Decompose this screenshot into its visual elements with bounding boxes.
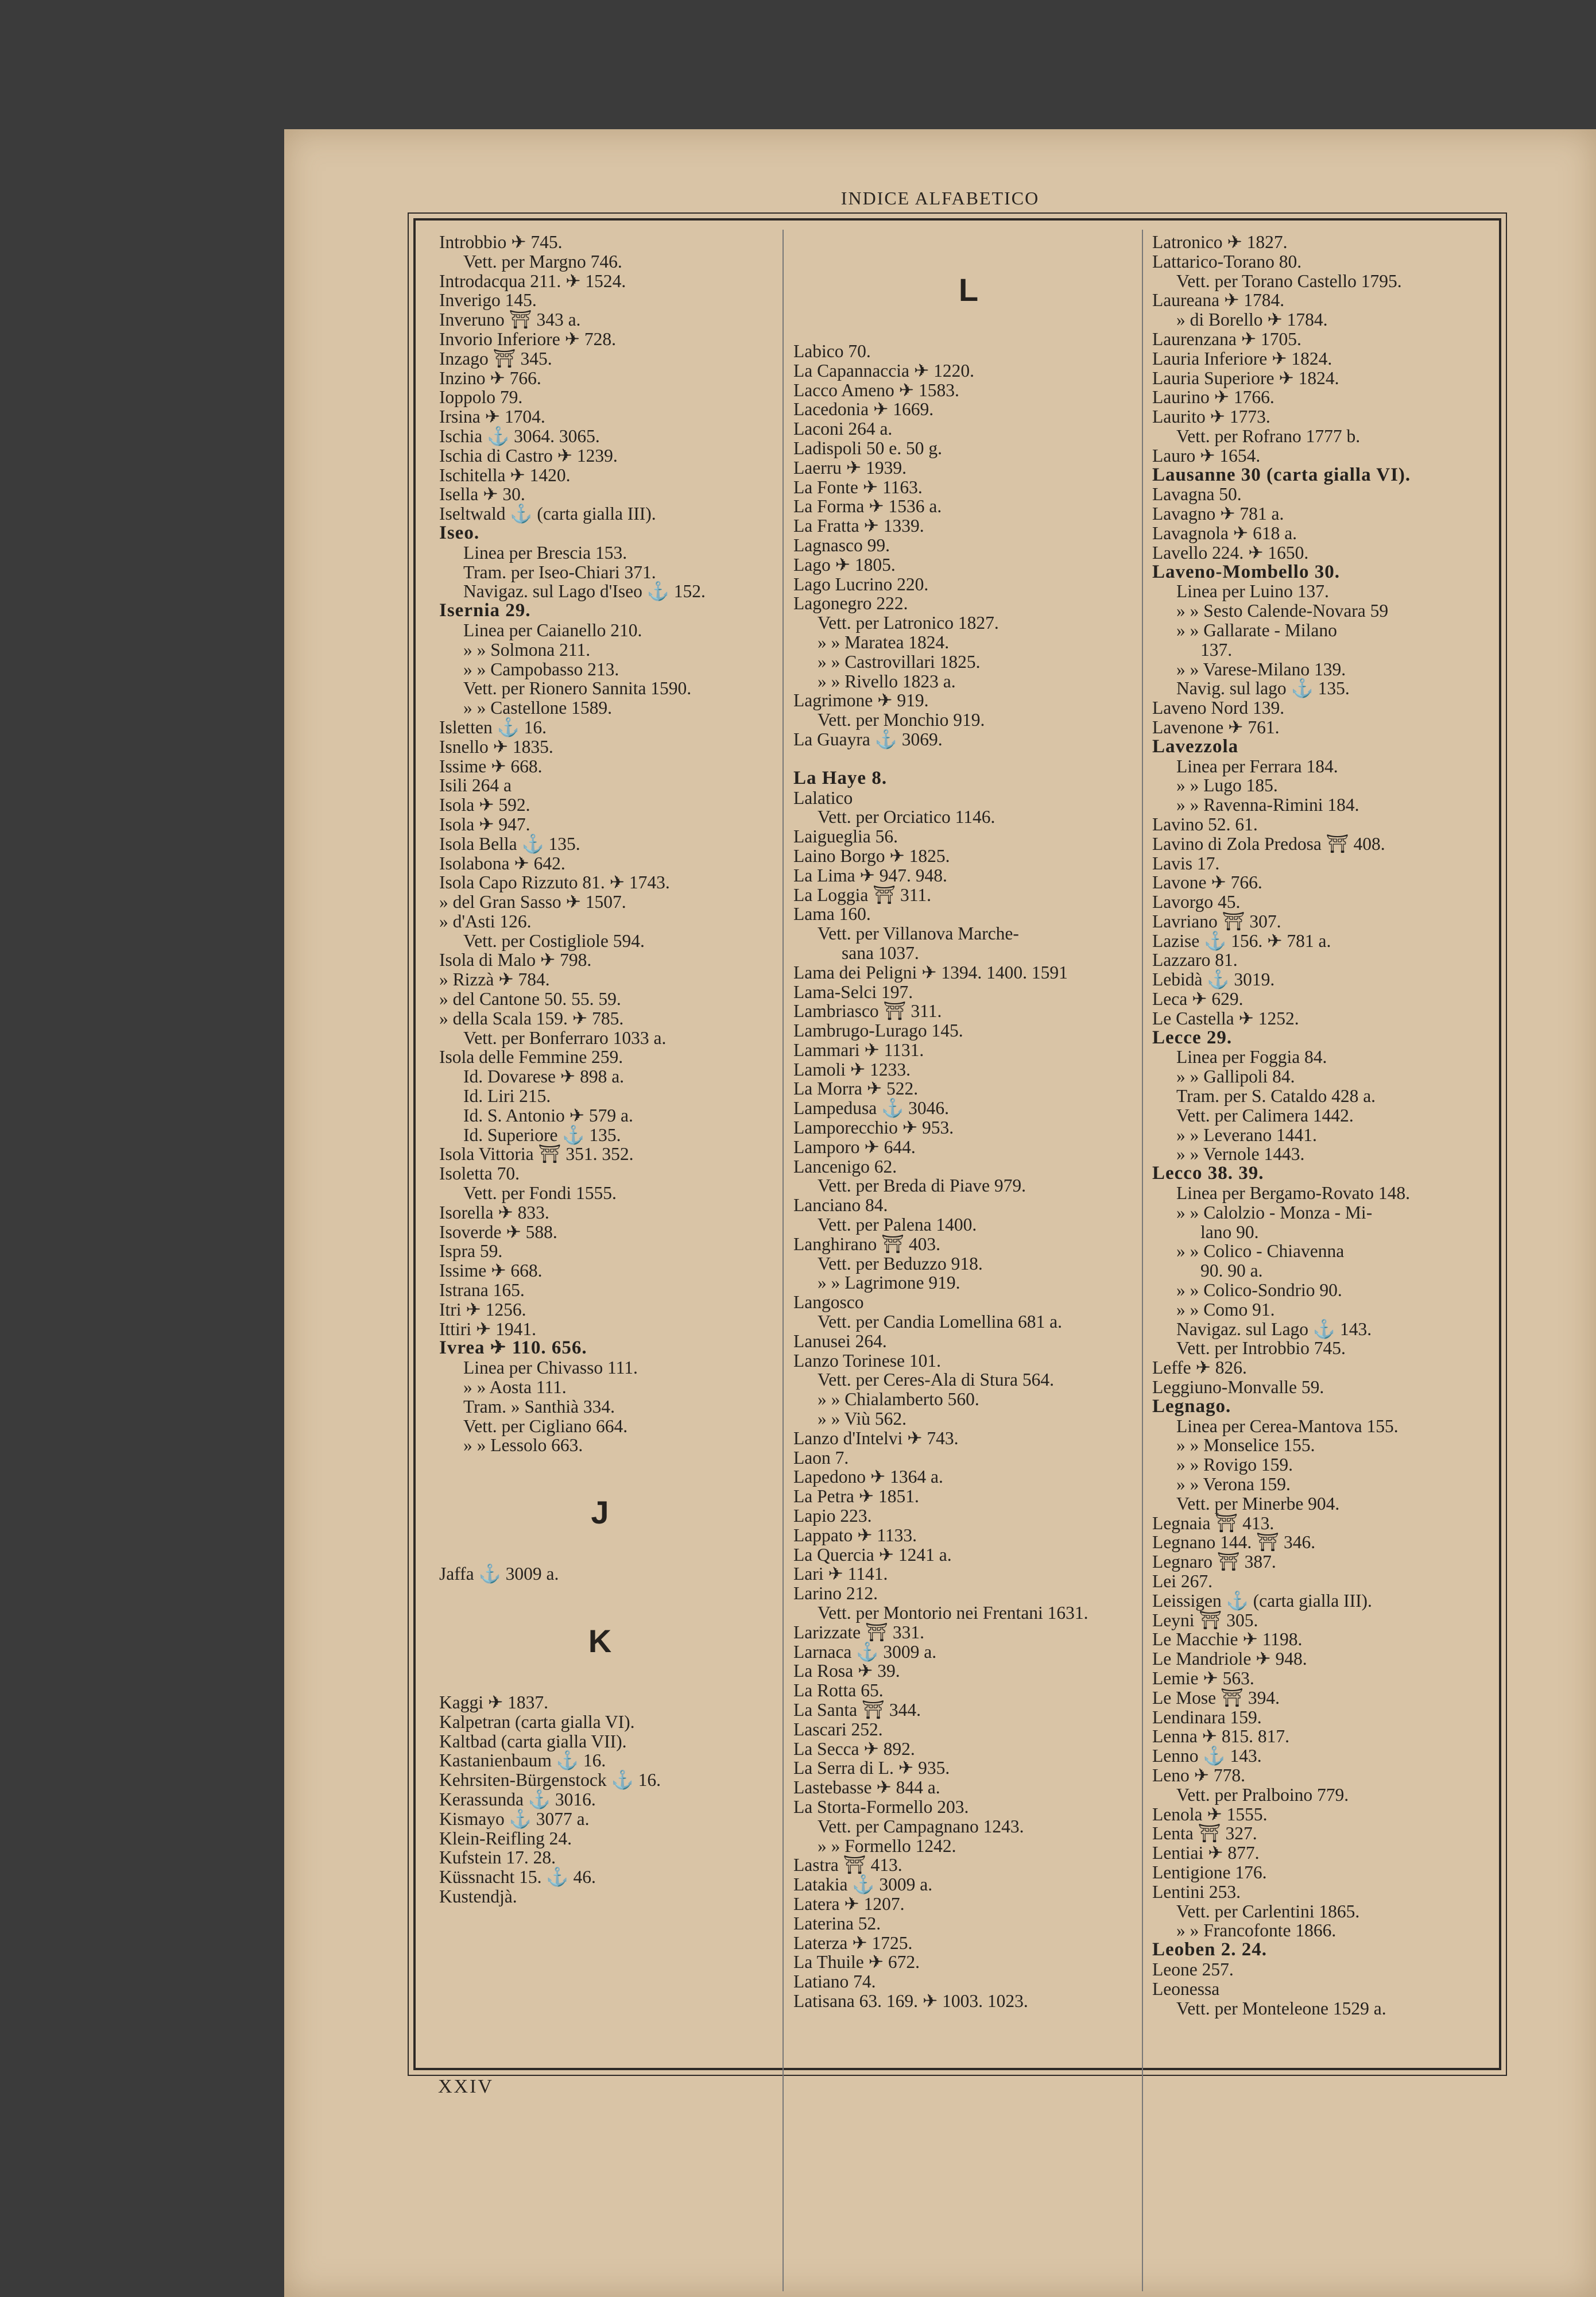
index-entry: Lagnasco 99. <box>793 535 890 555</box>
index-entry: » » Verona 159. <box>1176 1474 1291 1494</box>
index-entry: Lagonegro 222. <box>793 593 908 614</box>
index-entry: La Guayra ⚓ 3069. <box>793 729 943 749</box>
index-entry: Ischitella ✈ 1420. <box>439 465 571 485</box>
index-entry: Iseo. <box>439 522 480 543</box>
index-entry: Laerru ✈ 1939. <box>793 457 907 478</box>
index-entry: Introbbio ✈ 745. <box>439 233 563 252</box>
index-entry: » » Monselice 155. <box>1176 1435 1315 1456</box>
index-entry: Laurenzana ✈ 1705. <box>1152 328 1301 349</box>
index-entry: Leone 257. <box>1152 1959 1234 1979</box>
index-entry: Lecce 29. <box>1152 1027 1233 1048</box>
index-entry: Id. S. Antonio ✈ 579 a. <box>463 1105 633 1126</box>
index-entry: Lamporecchio ✈ 953. <box>793 1117 954 1138</box>
index-entry: » » Colico-Sondrio 90. <box>1176 1280 1342 1301</box>
index-entry: Linea per Caianello 210. <box>463 620 642 640</box>
index-entry: Laurito ✈ 1773. <box>1152 407 1270 427</box>
index-entry: Leffe ✈ 826. <box>1152 1358 1247 1378</box>
section-letter: L <box>958 272 979 308</box>
index-entry: » » Lugo 185. <box>1176 775 1278 796</box>
index-entry: 90. 90 a. <box>1200 1260 1263 1281</box>
index-entry: Vett. per Calimera 1442. <box>1176 1105 1354 1126</box>
index-entry: Lamoli ✈ 1233. <box>793 1059 911 1080</box>
index-entry: Invorio Inferiore ✈ 728. <box>439 328 617 349</box>
index-entry: Lanzo Torinese 101. <box>793 1350 942 1371</box>
index-entry: La Lima ✈ 947. 948. <box>793 865 947 885</box>
index-entry: Inveruno ⛩ 343 a. <box>439 310 581 330</box>
index-entry: » » Leverano 1441. <box>1176 1124 1317 1145</box>
index-entry: La Thuile ✈ 672. <box>793 1952 920 1973</box>
index-entry: » » Aosta 111. <box>463 1377 567 1398</box>
index-entry: lano 90. <box>1200 1221 1259 1242</box>
index-entry: Lama-Selci 197. <box>793 981 913 1002</box>
index-entry: Linea per Brescia 153. <box>463 542 627 563</box>
index-entry: Lacco Ameno ✈ 1583. <box>793 380 959 400</box>
index-entry: Itri ✈ 1256. <box>439 1299 526 1320</box>
index-entry: Lago ✈ 1805. <box>793 554 896 575</box>
index-entry: Lenta ⛩ 327. <box>1152 1823 1257 1844</box>
index-entry: Larizzate ⛩ 331. <box>793 1622 925 1642</box>
index-entry: Vett. per Torano Castello 1795. <box>1176 270 1402 291</box>
index-entry: Lalatico <box>793 787 853 808</box>
index-entry: Ittiri ✈ 1941. <box>439 1318 537 1339</box>
index-entry: Lenno ⚓ 143. <box>1152 1746 1262 1766</box>
index-entry: Isola di Malo ✈ 798. <box>439 950 592 970</box>
index-entry: » » Ravenna-Rimini 184. <box>1176 795 1359 815</box>
index-entry: Ischia ⚓ 3064. 3065. <box>439 426 600 446</box>
index-entry: Legnaia ⛩ 413. <box>1152 1513 1275 1533</box>
index-entry: Lebidà ⚓ 3019. <box>1152 969 1275 990</box>
index-entry: Lanusei 264. <box>793 1331 887 1351</box>
index-entry: Lenola ✈ 1555. <box>1152 1804 1268 1824</box>
index-entry: » » Rivello 1823 a. <box>818 671 956 691</box>
index-entry: Lecco 38. 39. <box>1152 1163 1264 1184</box>
index-entry: Lappato ✈ 1133. <box>793 1525 917 1545</box>
index-entry: Langhirano ⛩ 403. <box>793 1233 941 1254</box>
index-entry: Linea per Chivasso 111. <box>463 1358 638 1378</box>
index-entry: Inverigo 145. <box>439 290 537 311</box>
index-entry: Laconi 264 a. <box>793 419 893 439</box>
index-entry: » » Lessolo 663. <box>463 1435 583 1456</box>
index-entry: » » Solmona 211. <box>463 639 591 660</box>
index-entry: Vett. per Carlentini 1865. <box>1176 1901 1360 1921</box>
index-entry: Kaltbad (carta gialla VII). <box>439 1731 627 1751</box>
index-entry: Lammari ✈ 1131. <box>793 1039 924 1060</box>
index-entry: Id. Dovarese ✈ 898 a. <box>463 1066 625 1087</box>
index-entry: » del Cantone 50. 55. 59. <box>439 989 621 1010</box>
index-entry: Kastanienbaum ⚓ 16. <box>439 1750 606 1771</box>
page-header: INDICE ALFABETICO <box>840 188 1040 208</box>
index-entry: Kehrsiten-Bürgenstock ⚓ 16. <box>439 1770 661 1791</box>
index-entry: Leca ✈ 629. <box>1152 989 1244 1010</box>
index-entry: » » Varese-Milano 139. <box>1176 659 1346 679</box>
index-entry: Le Mandriole ✈ 948. <box>1152 1649 1307 1669</box>
index-entry: » » Castellone 1589. <box>463 698 612 718</box>
index-entry: » » Vernole 1443. <box>1176 1144 1305 1165</box>
index-entry: » » Castrovillari 1825. <box>818 651 981 672</box>
index-entry: Isola Vittoria ⛩ 351. 352. <box>439 1144 634 1165</box>
index-entry: Leoben 2. 24. <box>1152 1939 1268 1960</box>
index-entry: Jaffa ⚓ 3009 a. <box>439 1564 559 1584</box>
index-entry: La Loggia ⛩ 311. <box>793 884 932 905</box>
index-entry: Lapedono ✈ 1364 a. <box>793 1467 943 1487</box>
index-entry: Latisana 63. 169. ✈ 1003. 1023. <box>793 1990 1028 2011</box>
index-entry: Vett. per Candia Lomellina 681 a. <box>818 1312 1063 1332</box>
index-entry: » della Scala 159. ✈ 785. <box>439 1008 624 1028</box>
index-entry: Lenna ✈ 815. 817. <box>1152 1726 1289 1747</box>
index-entry: Kustendjà. <box>439 1886 517 1907</box>
index-entry: Vett. per Beduzzo 918. <box>818 1253 983 1274</box>
index-entry: Lentiai ✈ 877. <box>1152 1843 1260 1863</box>
index-entry: Leissigen ⚓ (carta gialla III). <box>1152 1590 1372 1611</box>
index-entry: Lausanne 30 (carta gialla VI). <box>1152 464 1411 485</box>
index-entry: Laurino ✈ 1766. <box>1152 387 1275 408</box>
index-entry: Lavagno ✈ 781 a. <box>1152 504 1284 524</box>
index-entry: Kerassunda ⚓ 3016. <box>439 1789 596 1809</box>
index-entry: Id. Liri 215. <box>463 1086 551 1107</box>
index-entry: 137. <box>1200 639 1233 660</box>
index-entry: » » Colico - Chiavenna <box>1176 1241 1345 1262</box>
index-entry: Vett. per Minerbe 904. <box>1176 1493 1340 1514</box>
index-entry: Lattarico-Torano 80. <box>1152 251 1302 272</box>
index-entry: Lazzaro 81. <box>1152 950 1238 970</box>
index-entry: Leonessa <box>1152 1978 1220 1999</box>
index-entry: Vett. per Margno 746. <box>463 251 622 272</box>
index-entry: Vett. per Orciatico 1146. <box>818 807 995 827</box>
index-entry: Legnago. <box>1152 1395 1231 1417</box>
index-entry: Lanciano 84. <box>793 1195 888 1216</box>
index-entry: » » Campobasso 213. <box>463 659 619 679</box>
index-entry: La Capannaccia ✈ 1220. <box>793 360 975 381</box>
index-entry: » » Francofonte 1866. <box>1176 1920 1337 1941</box>
index-entry: Legnaro ⛩ 387. <box>1152 1552 1276 1572</box>
index-entry: Leno ✈ 778. <box>1152 1765 1245 1785</box>
index-entry: Tram. per Iseo-Chiari 371. <box>463 562 656 582</box>
index-entry: Ioppolo 79. <box>439 387 523 408</box>
index-entry: Laveno Nord 139. <box>1152 698 1285 718</box>
index-entry: Lama dei Peligni ✈ 1394. 1400. 1591 <box>793 962 1068 983</box>
column-divider <box>782 230 784 2291</box>
index-entry: Lago Lucrino 220. <box>793 574 929 594</box>
index-entry: Lauro ✈ 1654. <box>1152 445 1261 466</box>
index-entry: » » Sesto Calende-Novara 59 <box>1176 601 1389 621</box>
index-entry: » » Gallipoli 84. <box>1176 1066 1295 1087</box>
index-entry: Linea per Foggia 84. <box>1176 1047 1327 1068</box>
index-entry: Laterina 52. <box>793 1913 881 1933</box>
index-entry: Isola delle Femmine 259. <box>439 1047 623 1068</box>
index-entry: Lama 160. <box>793 904 871 925</box>
index-entry: Isola Bella ⚓ 135. <box>439 833 580 854</box>
index-entry: Id. Superiore ⚓ 135. <box>463 1124 621 1145</box>
index-entry: Lascari 252. <box>793 1719 883 1739</box>
index-entry: Lavriano ⛩ 307. <box>1152 911 1281 931</box>
index-entry: La Rosa ✈ 39. <box>793 1661 900 1681</box>
index-entry: » d'Asti 126. <box>439 911 532 931</box>
index-entry: » » Formello 1242. <box>818 1835 956 1856</box>
index-entry: Lavagnola ✈ 618 a. <box>1152 523 1297 543</box>
index-entry: Latakia ⚓ 3009 a. <box>793 1874 933 1895</box>
index-entry: Vett. per Villanova Marche- <box>818 923 1019 944</box>
index-entry: Vett. per Costigliole 594. <box>463 930 645 951</box>
index-entry: La Quercia ✈ 1241 a. <box>793 1544 952 1565</box>
section-letter: J <box>591 1494 609 1531</box>
index-entry: Vett. per Ceres-Ala di Stura 564. <box>818 1370 1055 1390</box>
index-entry: Navig. sul lago ⚓ 135. <box>1176 678 1350 699</box>
index-entry: Larnaca ⚓ 3009 a. <box>793 1641 937 1662</box>
index-entry: La Morra ✈ 522. <box>793 1078 919 1099</box>
index-entry: Lentigione 176. <box>1152 1862 1267 1882</box>
index-entry: Tram. » Santhià 334. <box>463 1396 615 1417</box>
index-entry: La Fratta ✈ 1339. <box>793 516 924 536</box>
index-entry: Küssnacht 15. ⚓ 46. <box>439 1867 596 1888</box>
index-entry: Lavino di Zola Predosa ⛩ 408. <box>1152 833 1385 854</box>
index-entry: La Storta-Formello 203. <box>793 1796 969 1817</box>
index-entry: Vett. per Latronico 1827. <box>818 613 999 633</box>
index-entry: Isorella ✈ 833. <box>439 1202 549 1223</box>
index-entry: Lastebasse ✈ 844 a. <box>793 1777 940 1798</box>
index-entry: Laon 7. <box>793 1447 849 1468</box>
index-entry: Vett. per Rionero Sannita 1590. <box>463 678 692 699</box>
index-entry: » » Rovigo 159. <box>1176 1455 1293 1475</box>
index-entry: Isella ✈ 30. <box>439 484 525 505</box>
index-entry: Ischia di Castro ✈ 1239. <box>439 445 618 466</box>
index-column-1 <box>439 233 761 2286</box>
index-entry: La Rotta 65. <box>793 1680 884 1701</box>
index-entry: Isola ✈ 947. <box>439 814 530 834</box>
index-entry: Lavorgo 45. <box>1152 892 1241 912</box>
index-entry: Vett. per Montorio nei Frentani 1631. <box>818 1603 1088 1623</box>
index-entry: Isletten ⚓ 16. <box>439 717 547 737</box>
index-entry: » del Gran Sasso ✈ 1507. <box>439 892 626 912</box>
index-entry: Le Mose ⛩ 394. <box>1152 1687 1280 1708</box>
index-entry: Lazise ⚓ 156. ✈ 781 a. <box>1152 930 1331 951</box>
index-entry: Lanzo d'Intelvi ✈ 743. <box>793 1428 959 1448</box>
index-entry: Navigaz. sul Lago d'Iseo ⚓ 152. <box>463 581 706 602</box>
index-entry: Latiano 74. <box>793 1971 876 1992</box>
index-entry: Kismayo ⚓ 3077 a. <box>439 1808 590 1829</box>
index-entry: Lavagna 50. <box>1152 484 1242 505</box>
index-entry: Vett. per Introbbio 745. <box>1176 1338 1346 1359</box>
index-entry: Iseltwald ⚓ (carta gialla III). <box>439 504 656 524</box>
index-entry: Linea per Cerea-Mantova 155. <box>1176 1416 1399 1436</box>
index-entry: La Haye 8. <box>793 767 888 788</box>
index-entry: » di Borello ✈ 1784. <box>1176 310 1328 330</box>
index-entry: Vett. per Bonferraro 1033 a. <box>463 1027 667 1048</box>
index-entry: Navigaz. sul Lago ⚓ 143. <box>1176 1318 1372 1339</box>
index-entry: Vett. per Fondi 1555. <box>463 1183 617 1204</box>
index-entry: Isernia 29. <box>439 600 531 621</box>
index-entry: Vett. per Monchio 919. <box>818 710 985 730</box>
index-entry: Ladispoli 50 e. 50 g. <box>793 438 942 458</box>
index-entry: Vett. per Pralboino 779. <box>1176 1784 1349 1805</box>
index-entry: Lastra ⛩ 413. <box>793 1855 902 1876</box>
index-entry: Vett. per Rofrano 1777 b. <box>1176 426 1361 446</box>
index-entry: Larino 212. <box>793 1583 878 1604</box>
index-entry: Lavenone ✈ 761. <box>1152 717 1280 737</box>
index-entry: Linea per Ferrara 184. <box>1176 756 1338 776</box>
index-entry: Linea per Bergamo-Rovato 148. <box>1176 1183 1411 1204</box>
index-entry: Lari ✈ 1141. <box>793 1564 888 1584</box>
index-entry: Istrana 165. <box>439 1280 525 1301</box>
index-entry: » » Maratea 1824. <box>818 632 950 652</box>
index-entry: Inzino ✈ 766. <box>439 368 541 388</box>
index-entry: Lapio 223. <box>793 1506 872 1526</box>
index-entry: » Rizzà ✈ 784. <box>439 969 550 990</box>
index-entry: La Secca ✈ 892. <box>793 1738 915 1759</box>
index-entry: sana 1037. <box>842 942 919 963</box>
index-entry: Lei 267. <box>1152 1571 1213 1591</box>
index-entry: Lavone ✈ 766. <box>1152 872 1262 893</box>
index-entry: Laureana ✈ 1784. <box>1152 290 1285 311</box>
index-entry: La Fonte ✈ 1163. <box>793 477 923 497</box>
index-entry: Lauria Inferiore ✈ 1824. <box>1152 348 1332 369</box>
index-entry: Klein-Reifling 24. <box>439 1828 572 1849</box>
index-entry: Kalpetran (carta gialla VI). <box>439 1711 635 1732</box>
index-entry: Irsina ✈ 1704. <box>439 407 545 427</box>
index-entry: Lentini 253. <box>1152 1881 1241 1902</box>
index-entry: Legnano 144. ⛩ 346. <box>1152 1532 1316 1553</box>
index-entry: Lauria Superiore ✈ 1824. <box>1152 368 1339 388</box>
index-entry: Issime ✈ 668. <box>439 1260 543 1281</box>
index-entry: Isili 264 a <box>439 775 512 796</box>
index-entry: Laino Borgo ✈ 1825. <box>793 845 950 866</box>
index-entry: Leyni ⛩ 305. <box>1152 1610 1258 1630</box>
index-entry: Vett. per Palena 1400. <box>818 1215 977 1235</box>
index-entry: Isola Capo Rizzuto 81. ✈ 1743. <box>439 872 670 893</box>
index-entry: » » Como 91. <box>1176 1299 1275 1320</box>
index-entry: Ispra 59. <box>439 1241 503 1262</box>
index-entry: Lemie ✈ 563. <box>1152 1668 1254 1688</box>
index-entry: Isnello ✈ 1835. <box>439 736 553 757</box>
index-entry: » » Viù 562. <box>818 1409 907 1429</box>
index-entry: Ivrea ✈ 110. 656. <box>439 1337 587 1359</box>
index-entry: Issime ✈ 668. <box>439 756 543 776</box>
page-number: XXIV <box>438 2076 494 2097</box>
index-entry: Lampedusa ⚓ 3046. <box>793 1098 950 1119</box>
index-entry: Isolabona ✈ 642. <box>439 853 565 873</box>
index-entry: La Forma ✈ 1536 a. <box>793 496 942 517</box>
index-entry: Lambrugo-Lurago 145. <box>793 1020 963 1041</box>
index-entry: Vett. per Cigliano 664. <box>463 1416 628 1436</box>
index-entry: Le Macchie ✈ 1198. <box>1152 1629 1303 1650</box>
index-entry: Leggiuno-Monvalle 59. <box>1152 1377 1324 1398</box>
index-entry: Lamporo ✈ 644. <box>793 1136 916 1157</box>
index-entry: » » Calolzio - Monza - Mi- <box>1176 1202 1373 1223</box>
index-entry: Lambriasco ⛩ 311. <box>793 1001 942 1022</box>
index-entry: Laterza ✈ 1725. <box>793 1932 913 1953</box>
index-entry: Lavino 52. 61. <box>1152 814 1258 834</box>
index-entry: Isoverde ✈ 588. <box>439 1221 557 1242</box>
index-entry: » » Chialamberto 560. <box>818 1389 979 1410</box>
index-entry: Latera ✈ 1207. <box>793 1893 905 1914</box>
index-entry: Le Castella ✈ 1252. <box>1152 1008 1299 1028</box>
index-entry: » » Gallarate - Milano <box>1176 620 1337 640</box>
index-entry: » » Lagrimone 919. <box>818 1273 960 1293</box>
index-entry: Tram. per S. Cataldo 428 a. <box>1176 1086 1376 1107</box>
index-entry: Lendinara 159. <box>1152 1707 1262 1727</box>
index-entry: Isoletta 70. <box>439 1163 520 1184</box>
spacer <box>793 749 1144 769</box>
index-entry: Kufstein 17. 28. <box>439 1847 556 1868</box>
index-entry: La Petra ✈ 1851. <box>793 1486 919 1507</box>
book-page <box>284 129 1596 2297</box>
index-entry: Introdacqua 211. ✈ 1524. <box>439 270 626 291</box>
index-entry: Vett. per Monteleone 1529 a. <box>1176 1998 1386 2018</box>
section-letter: K <box>588 1623 612 1659</box>
index-entry: Vett. per Breda di Piave 979. <box>818 1175 1026 1196</box>
index-entry: Linea per Luino 137. <box>1176 581 1329 602</box>
index-column-3 <box>1152 233 1485 2286</box>
index-entry: Laveno-Mombello 30. <box>1152 561 1340 582</box>
index-entry: Lavello 224. ✈ 1650. <box>1152 542 1309 563</box>
index-entry: La Santa ⛩ 344. <box>793 1699 921 1720</box>
index-entry: Labico 70. <box>793 341 871 361</box>
index-entry: Lavezzola <box>1152 736 1239 757</box>
index-entry: Isola ✈ 592. <box>439 795 530 815</box>
index-entry: La Serra di L. ✈ 935. <box>793 1758 950 1778</box>
index-entry: Vett. per Campagnano 1243. <box>818 1816 1024 1836</box>
index-column-2 <box>793 233 1144 2286</box>
index-entry: Lagrimone ✈ 919. <box>793 690 929 711</box>
index-entry: Langosco <box>793 1292 864 1313</box>
index-entry: Laigueglia 56. <box>793 826 898 847</box>
index-entry: Lavis 17. <box>1152 853 1220 873</box>
index-entry: Lacedonia ✈ 1669. <box>793 399 934 420</box>
index-entry: Kaggi ✈ 1837. <box>439 1692 548 1712</box>
index-entry: Latronico ✈ 1827. <box>1152 233 1288 252</box>
index-entry: Lancenigo 62. <box>793 1156 897 1177</box>
index-entry: Inzago ⛩ 345. <box>439 348 552 369</box>
